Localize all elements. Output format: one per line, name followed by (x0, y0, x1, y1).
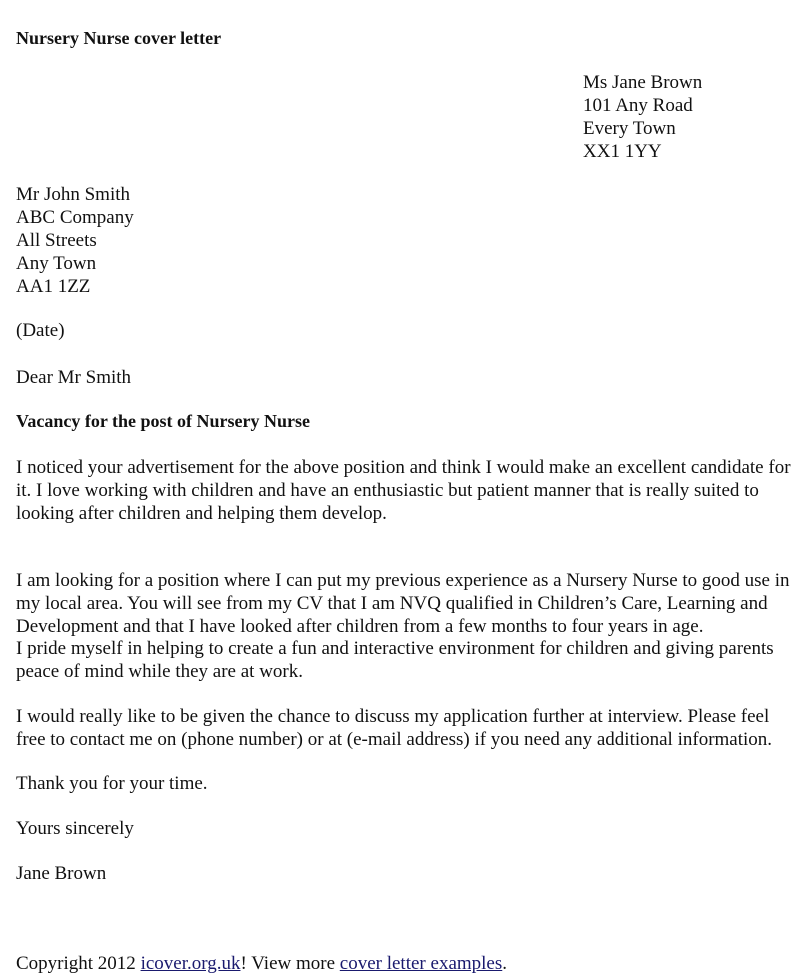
thanks-line: Thank you for your time. (16, 773, 208, 794)
sender-address-line: Every Town (583, 118, 676, 139)
recipient-address-line: Any Town (16, 253, 97, 274)
footer-suffix: . (502, 953, 508, 974)
salutation: Dear Mr Smith (16, 367, 132, 388)
sender-address-line: XX1 1YY (583, 141, 662, 162)
body-paragraph: I am looking for a position where I can put my previous experience as a Nursery Nurse to good use in my local area. You will see from my CV that I am NVQ qualified in Children’s Care, Learning and Development and that I have looked after children from a few months to four years in age. (16, 570, 790, 637)
letter-date: (Date) (16, 320, 65, 341)
recipient-address-line: ABC Company (16, 207, 134, 228)
cover-letter-examples-link[interactable]: cover letter examples (339, 953, 503, 974)
sender-address-line: Ms Jane Brown (583, 72, 703, 93)
recipient-address (16, 183, 134, 298)
closing-line: Yours sincerely (16, 818, 134, 839)
recipient-address-line: Mr John Smith (16, 184, 131, 205)
footer-prefix: Copyright 2012 (16, 953, 141, 974)
recipient-address-line: AA1 1ZZ (16, 276, 91, 297)
icover-link[interactable]: icover.org.uk (140, 953, 241, 974)
copyright-footer (16, 952, 507, 975)
body-paragraph: I would really like to be given the chance to discuss my application further at interview. Please feel free to contact me on (phone number) or at (e-mail address) if you need any additional information. (16, 706, 773, 750)
sender-address (583, 71, 702, 163)
body-paragraph: I noticed your advertisement for the above position and think I would make an excellent candidate for it. I love working with children and have an enthusiastic but patient manner that is really suited to looking after children and helping them develop. (16, 457, 791, 524)
page-title: Nursery Nurse cover letter (16, 28, 222, 48)
recipient-address-line: All Streets (16, 230, 97, 251)
footer-middle: ! View more (240, 953, 340, 974)
subject-line: Vacancy for the post of Nursery Nurse (16, 411, 310, 431)
signature-name: Jane Brown (16, 863, 107, 884)
body-paragraph: I pride myself in helping to create a fun and interactive environment for children and giving parents peace of mind while they are at work. (16, 638, 774, 682)
sender-address-line: 101 Any Road (583, 95, 693, 116)
